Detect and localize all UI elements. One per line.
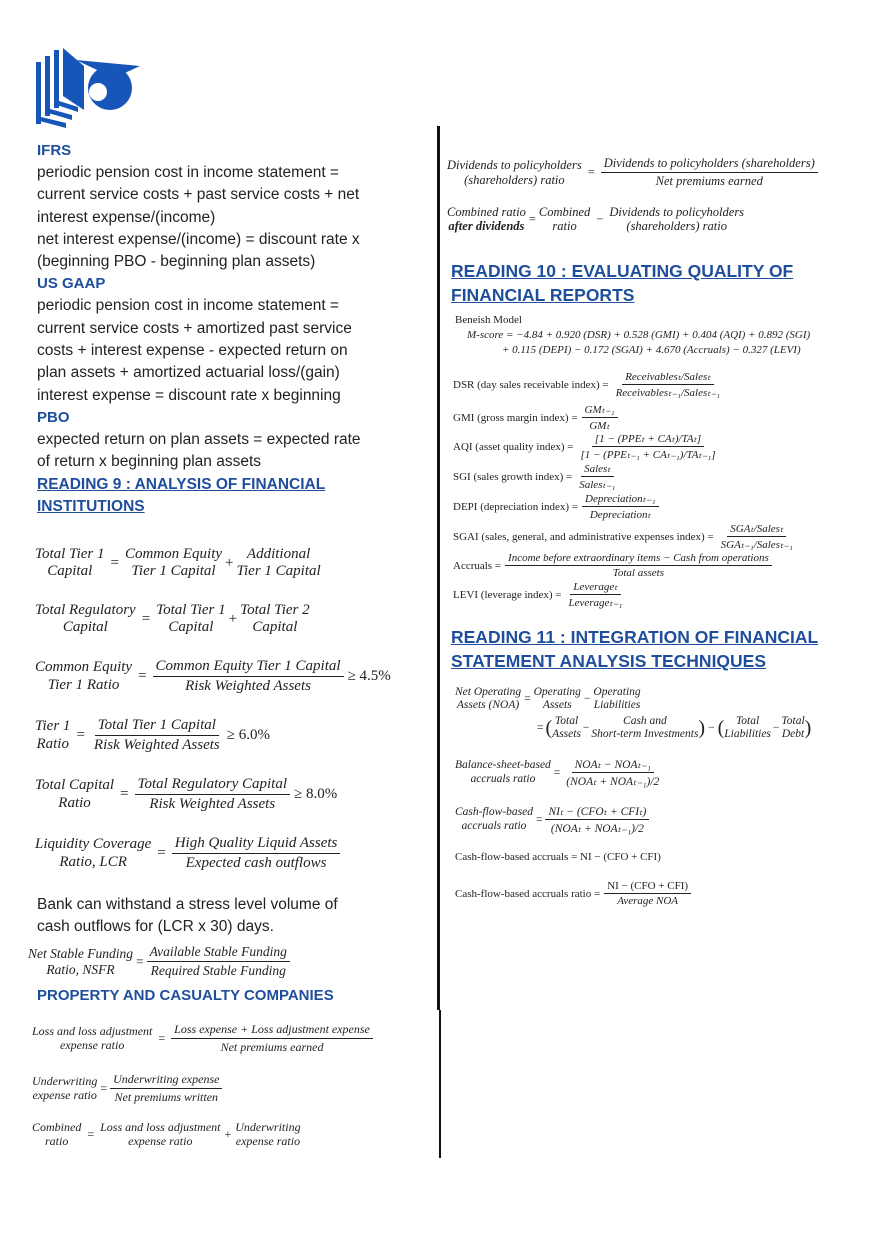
mscore-line: + 0.115 (DEPI) − 0.172 (SGAI) + 4.670 (Accruals) − 0.327 (LEVI) xyxy=(502,344,801,356)
ifrs-line: (beginning PBO - beginning plan assets) xyxy=(37,253,316,271)
sgi-formula: SGI (sales growth index) = $\frac{\text{Salesₜ}}{\text{Salesₜ₋₁}}$ xyxy=(453,463,616,491)
sgai-formula: SGAI (sales, general, and administrative expenses index) = $\frac{\text{SGAₜ/Salesₜ}}{\text{SGAₜ₋₁/Salesₜ₋₁}}$ xyxy=(453,523,793,551)
column-divider xyxy=(439,1010,441,1158)
nsfr-formula: Net Stable Funding Ratio, NSFR = $\frac{\text{Available Stable Funding}}{\text{Required Stable Funding}}$ xyxy=(28,944,290,979)
lcr-note: Bank can withstand a stress level volume of xyxy=(37,896,338,913)
combined-ratio-formula: Combined ratio = Loss and loss adjustment expense ratio + Underwriting expense ratio xyxy=(32,1120,301,1148)
ifrs-heading: IFRS xyxy=(37,142,72,159)
noa-expanded-formula: = ( Total Assets − Cash and Short-term Investments ) − ( Total Liabilities − Total Debt ) xyxy=(537,715,812,741)
tier1-capital-formula: Total Tier 1 Capital = Common Equity Tier 1 Capital + Additional Tier 1 Capital xyxy=(35,546,321,580)
cash-flow-accruals-formula: Cash-flow-based accruals ratio = $\frac{\text{NIₜ − (CFOₜ + CFIₜ)}}{\text{(NOAₜ + NOAₜ₋₁)/2}}$ xyxy=(455,804,649,835)
ifrs-line: net interest expense/(income) = discount rate x xyxy=(37,230,360,248)
accruals-formula: Accruals = $\frac{\text{Income before extraordinary items − Cash from operations}}{\text{Total assets}}$ xyxy=(453,552,772,579)
dividends-ratio-formula: Dividends to policyholders (shareholders) ratio = $\frac{\text{Dividends to policyholders (shareholders)}}{\text{Net premiums earned}}$ xyxy=(447,156,818,189)
balance-sheet-accruals-formula: Balance-sheet-based accruals ratio = $\frac{\text{NOAₜ − NOAₜ₋₁}}{\text{(NOAₜ + NOAₜ₋₁)/2}}$ xyxy=(455,759,660,788)
usgaap-line: interest expense = discount rate x beginning xyxy=(37,386,341,404)
gmi-formula: GMI (gross margin index) = $\frac{\text{GMₜ₋₁}}{\text{GMₜ}}$ xyxy=(453,403,618,432)
column-divider xyxy=(437,126,440,1010)
lcr-note: cash outflows for (LCR x 30) days. xyxy=(37,918,274,935)
mscore-line: M-score = −4.84 + 0.920 (DSR) + 0.528 (GMI) + 0.404 (AQI) + 0.892 (SGI) xyxy=(467,329,811,341)
combined-after-dividends-formula: Combined ratio after dividends = Combined ratio − Dividends to policyholders (shareholders) ratio xyxy=(447,205,745,234)
cash-flow-accruals-ratio-formula: Cash-flow-based accruals ratio = $\frac{\text{NI − (CFO + CFI)}}{\text{Average NOA}}$ xyxy=(455,880,691,907)
reading11-title: READING 11 : INTEGRATION OF FINANCIAL STATEMENT ANALYSIS TECHNIQUES xyxy=(451,627,819,671)
levi-formula: LEVI (leverage index) = $\frac{\text{Leverageₜ}}{\text{Leverageₜ₋₁}}$ xyxy=(453,581,623,609)
total-regulatory-capital-formula: Total Regulatory Capital = Total Tier 1 Capital + Total Tier 2 Capital xyxy=(35,602,310,636)
ifrs-line: current service costs + past service costs + net xyxy=(37,186,360,204)
cash-flow-accruals-definition: Cash-flow-based accruals = NI − (CFO + CFI) xyxy=(455,851,661,863)
cet1-ratio-formula: Common Equity Tier 1 Ratio = $\frac{\text{Common Equity Tier 1 Capital}}{\text{Risk Weighted Assets}}$ ≥ 4.5% xyxy=(35,658,391,694)
underwriting-ratio-formula: Underwriting expense ratio = $\frac{\text{Underwriting expense}}{\text{Net premiums written}}$ xyxy=(32,1072,222,1105)
reading10-title: READING 10 : EVALUATING QUALITY OF FINANCIAL REPORTS xyxy=(451,261,794,305)
dsr-formula: DSR (day sales receivable index) = $\frac{\text{Receivablesₜ/Salesₜ}}{\text{Receivablesₜ₋₁/Salesₜ₋₁}}$ xyxy=(453,371,721,399)
reading9-title: INSTITUTIONS xyxy=(37,497,145,515)
reading9-title: READING 9 : ANALYSIS OF FINANCIAL xyxy=(37,475,326,493)
ifrs-line: periodic pension cost in income statement = xyxy=(37,164,339,181)
usgaap-heading: US GAAP xyxy=(37,275,106,293)
beneish-title: Beneish Model xyxy=(455,314,522,326)
usgaap-line: plan assets + amortized actuarial loss/(gain) xyxy=(37,364,340,382)
aqi-formula: AQI (asset quality index) = $\frac{\text{[1 − (PPEₜ + CAₜ)/TAₜ]}}{\text{[1 − (PPEₜ₋₁ + CAₜ₋₁)/TAₜ₋₁]}}$ xyxy=(453,433,716,461)
loss-ratio-formula: Loss and loss adjustment expense ratio = $\frac{\text{Loss expense + Loss adjustment expense}}{\text{Net premiums earned}}$ xyxy=(32,1022,373,1055)
pbo-heading: PBO xyxy=(37,408,70,426)
depi-formula: DEPI (depreciation index) = $\frac{\text{Depreciationₜ₋₁}}{\text{Depreciationₜ}}$ xyxy=(453,492,659,521)
ifrs-line: interest expense/(income) xyxy=(37,208,216,226)
pc-heading: PROPERTY AND CASUALTY COMPANIES xyxy=(37,987,334,1004)
left-column xyxy=(37,140,432,518)
noa-formula: Net Operating Assets (NOA) = Operating Assets − Operating Liabilities xyxy=(455,686,641,712)
total-capital-ratio-formula: Total Capital Ratio = $\frac{\text{Total Regulatory Capital}}{\text{Risk Weighted Assets}}$ ≥ 8.0% xyxy=(35,776,338,812)
usgaap-line: current service costs + amortized past service xyxy=(37,319,352,337)
usgaap-line: periodic pension cost in income statement = xyxy=(37,297,339,315)
tier1-ratio-formula: Tier 1 Ratio = $\frac{\text{Total Tier 1 Capital}}{\text{Risk Weighted Assets}}$ ≥ 6.0% xyxy=(35,717,270,753)
lcr-formula: Liquidity Coverage Ratio, LCR = $\frac{\text{High Quality Liquid Assets}}{\text{Expected cash outflows}}$ xyxy=(35,835,340,872)
pbo-line: expected return on plan assets = expected rate xyxy=(37,430,361,448)
logo-icon xyxy=(36,48,140,128)
pbo-line: of return x beginning plan assets xyxy=(37,453,262,471)
usgaap-line: costs + interest expense - expected return on xyxy=(37,342,348,360)
